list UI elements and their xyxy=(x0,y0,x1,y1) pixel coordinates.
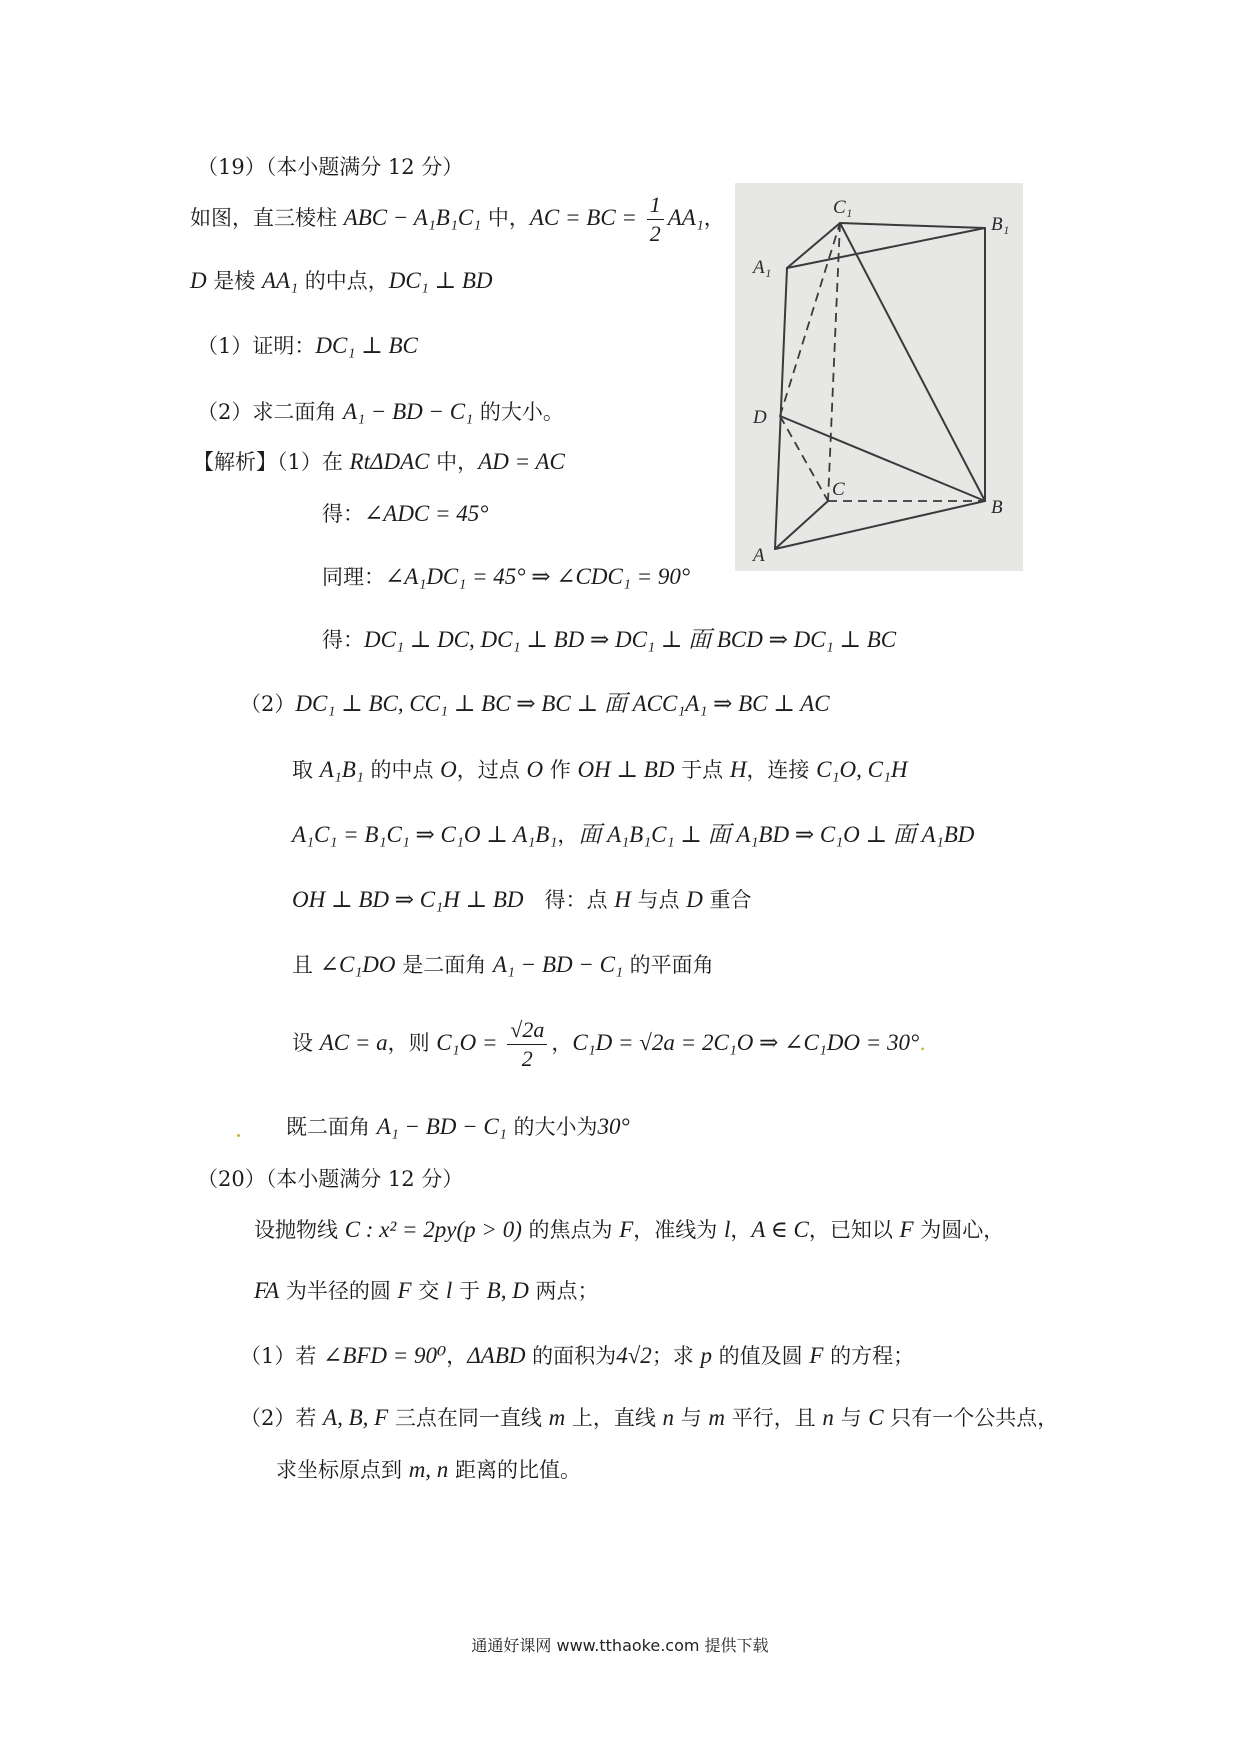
fraction-one-half: $\frac{1}{2}$ xyxy=(647,193,664,246)
fraction-sqrt2a-over-2: $\frac{√2a}{2}$ xyxy=(507,1018,547,1071)
q20-part-1: （1）若 ∠BFD = 90⁰，ΔABD 的面积为4√2；求 p 的值及圆 F 的方程； xyxy=(240,1343,915,1368)
edge-A-C xyxy=(775,501,828,549)
edge-D-C xyxy=(780,416,828,501)
edge-C1-C xyxy=(828,223,840,501)
label-A1: A₁ xyxy=(753,257,772,278)
label-B: B xyxy=(991,497,1003,518)
edge-A1-C1 xyxy=(787,223,840,268)
q19-solution-5: （2）DC₁ ⊥ BC, CC₁ ⊥ BC ⇒ BC ⊥ 面 ACC₁A₁ ⇒ BC ⊥ AC xyxy=(240,691,830,716)
edge-C1-B xyxy=(840,223,985,501)
edge-D-B xyxy=(780,416,985,501)
label-C: C xyxy=(832,479,845,500)
prism-figure xyxy=(735,183,1023,571)
footer-text: 通通好课网 www.tthaoke.com 提供下载 xyxy=(471,1636,769,1655)
q19-part-2: （2）求二面角 A₁ − BD − C₁ 的大小。 xyxy=(197,399,564,424)
q19-stem-line-2: D 是棱 AA₁ 的中点，DC₁ ⊥ BD xyxy=(190,268,493,293)
q20-stem-line-2: FA 为半径的圆 F 交 l 于 B, D 两点； xyxy=(254,1278,599,1303)
q20-header: （20）（本小题满分 12 分） xyxy=(197,1167,464,1191)
label-D: D xyxy=(753,407,767,428)
q19-part-1: （1）证明：DC₁ ⊥ BC xyxy=(197,333,418,358)
q19-solution-6: 取 A₁B₁ 的中点 O，过点 O 作 OH ⊥ BD 于点 H，连接 C₁O, C₁H xyxy=(292,757,908,782)
edge-A1-A xyxy=(775,268,787,549)
q19-solution-2: 得：∠ADC = 45° xyxy=(322,501,489,526)
q19-solution-7: A₁C₁ = B₁C₁ ⇒ C₁O ⊥ A₁B₁，面 A₁B₁C₁ ⊥ 面 A₁BD ⇒ C₁O ⊥ 面 A₁BD xyxy=(292,822,975,847)
q19-solution-4: 得：DC₁ ⊥ DC, DC₁ ⊥ BD ⇒ DC₁ ⊥ 面 BCD ⇒ DC₁ ⊥ BC xyxy=(322,627,897,652)
edge-A-B xyxy=(775,501,985,549)
stray-dot xyxy=(237,1134,240,1137)
edge-A1-B1 xyxy=(787,228,985,268)
q19-header: （19）（本小题满分 12 分） xyxy=(197,155,464,179)
q20-part-2: （2）若 A, B, F 三点在同一直线 m 上，直线 n 与 m 平行，且 n 与 C 只有一个公共点， xyxy=(240,1405,1059,1430)
q19-stem-line-1: 如图，直三棱柱 ABC − A₁B₁C₁ 中，AC = BC = $\frac{1}{2}$ AA₁， xyxy=(190,192,725,246)
q19-solution-3: 同理：∠A₁DC₁ = 45° ⇒ ∠CDC₁ = 90° xyxy=(322,564,691,589)
edge-D-C1 xyxy=(780,223,840,416)
edge-C1-B1 xyxy=(840,223,985,228)
q19-solution-10: 设 AC = a，则 C₁O = $\frac{√2a}{2}$ ，C₁D = √2a = 2C₁O ⇒ ∠C₁DO = 30°. xyxy=(292,1017,926,1071)
label-A: A xyxy=(753,545,765,566)
q19-solution-9: 且 ∠C₁DO 是二面角 A₁ − BD − C₁ 的平面角 xyxy=(292,952,714,977)
q19-solution-1: 【解析】（1）在 RtΔDAC 中，AD = AC xyxy=(193,449,565,474)
q20-part-2-continued: 求坐标原点到 m, n 距离的比值。 xyxy=(276,1457,581,1482)
q19-solution-8: OH ⊥ BD ⇒ C₁H ⊥ BD 得：点 H 与点 D 重合 xyxy=(292,887,752,912)
q19-solution-11: 既二面角 A₁ − BD − C₁ 的大小为30° xyxy=(286,1114,630,1139)
prism-diagram xyxy=(735,183,1023,571)
label-C1: C₁ xyxy=(833,197,853,218)
page-footer xyxy=(0,1633,1240,1656)
q20-stem-line-1: 设抛物线 C : x² = 2py(p > 0) 的焦点为 F，准线为 l，A ∈ C，已知以 F 为圆心， xyxy=(254,1217,1005,1242)
solution-label: 【解析】 xyxy=(193,450,277,474)
label-B1: B₁ xyxy=(991,214,1010,235)
